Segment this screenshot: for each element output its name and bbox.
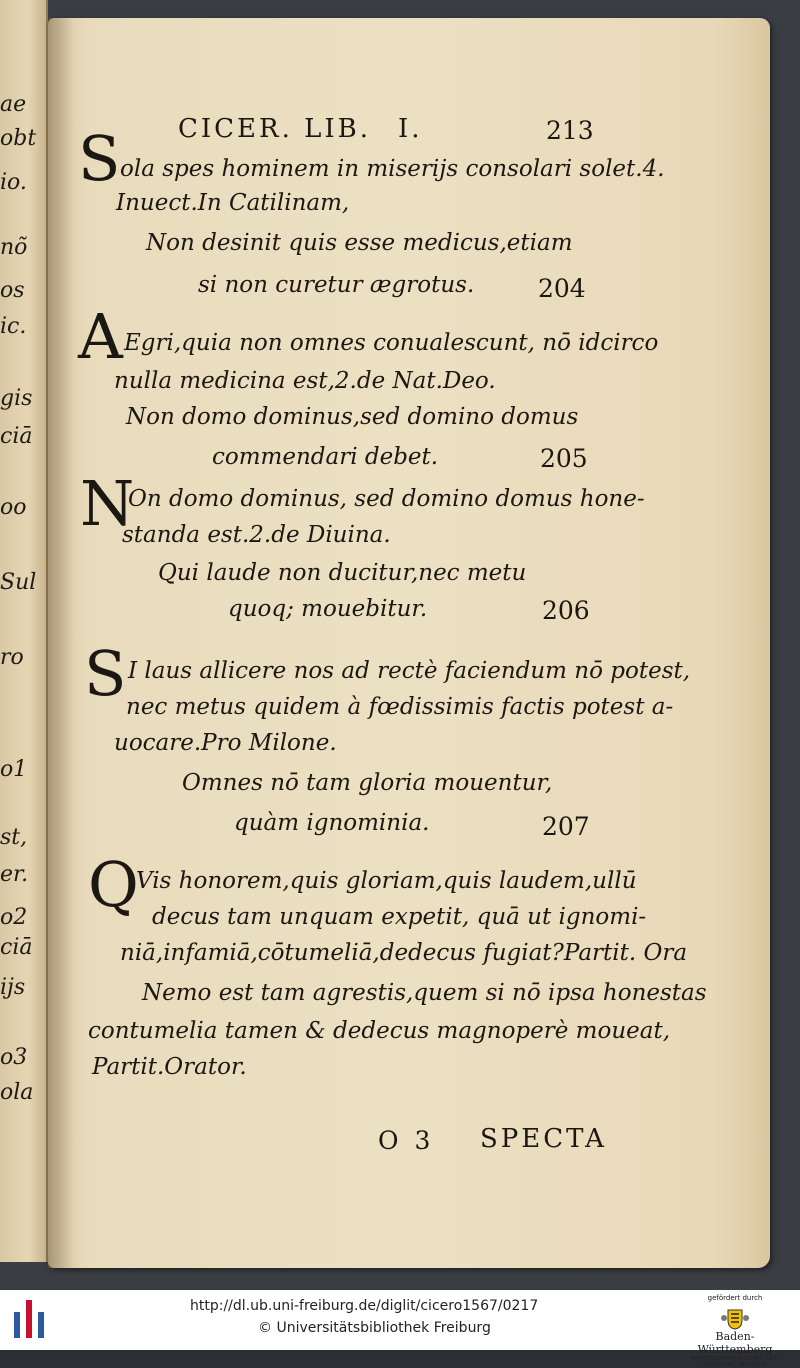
- sponsor-name: Baden-Württemberg: [697, 1330, 773, 1356]
- left-fragment: Sul: [0, 570, 37, 595]
- entry-line: On domo dominus, sed domino domus hone-: [128, 486, 645, 512]
- sponsor-ministry: MINISTERIUM FÜR WISSENSCHAFT, FORSCHUNG UND KUNST: [691, 1356, 779, 1368]
- entry-line: Egri,quia non omnes conualescunt, nō idcirco: [124, 330, 659, 356]
- left-fragment: gis: [0, 386, 33, 411]
- left-fragment: ciā: [0, 424, 33, 449]
- page-gutter-shadow: [48, 18, 74, 1268]
- entry-line: Nemo est tam agrestis,quem si nō ipsa honestas: [142, 980, 707, 1006]
- maxim-line: Qui laude non ducitur,nec metu: [158, 560, 527, 586]
- drop-capital: S: [78, 122, 121, 195]
- left-fragment: io.: [0, 170, 27, 195]
- drop-capital: N: [80, 467, 135, 540]
- drop-capital: S: [84, 637, 127, 710]
- book-page: [48, 18, 770, 1268]
- maxim-line: Omnes nō tam gloria mouentur,: [182, 770, 553, 796]
- sponsor-label: gefördert durch: [707, 1294, 763, 1302]
- viewer-footer: [0, 1290, 800, 1368]
- left-fragment: oo: [0, 495, 27, 520]
- maxim-line: commendari debet.: [212, 444, 439, 470]
- maxim-line: quàm ignominia.: [234, 810, 430, 836]
- left-fragment: ijs: [0, 975, 26, 1000]
- maxim-line: si non curetur ægrotus.: [198, 272, 475, 298]
- entry-line: nec metus quidem à fœdissimis factis potest a-: [126, 694, 674, 720]
- entry-line: niā,infamiā,cōtumeliā,dedecus fugiat?Partit. Ora: [120, 940, 688, 966]
- entry-line: nulla medicina est,2.de Nat.Deo.: [114, 368, 496, 394]
- catchword: SPECTA: [480, 1124, 607, 1154]
- copyright-notice: © Universitätsbibliothek Freiburg: [258, 1320, 491, 1336]
- page-number: 213: [546, 116, 594, 145]
- running-title: CICER. LIB.: [178, 114, 372, 144]
- entry-line: I laus allicere nos ad rectè faciendum nō potest,: [128, 658, 691, 684]
- left-fragment: ic.: [0, 314, 27, 339]
- left-fragment: nõ: [0, 235, 28, 260]
- entry-line: decus tam unquam expetit, quā ut ignomi-: [152, 904, 647, 930]
- left-page-edge: [0, 0, 48, 1262]
- left-fragment: ro: [0, 645, 24, 670]
- left-fragment: o3: [0, 1045, 28, 1070]
- entry-line: ola spes hominem in miserijs consolari solet.4.: [120, 156, 665, 182]
- entry-line: Partit.Orator.: [92, 1054, 247, 1080]
- maxim-line: Non domo dominus,sed domino domus: [126, 404, 579, 430]
- left-fragment: os: [0, 278, 25, 303]
- maxim-line: Non desinit quis esse medicus,etiam: [146, 230, 573, 256]
- left-fragment: st,: [0, 825, 28, 850]
- left-fragment: ola: [0, 1080, 34, 1105]
- drop-capital: A: [78, 300, 123, 373]
- permalink-url[interactable]: http://dl.ub.uni-freiburg.de/diglit/cicero1567/0217: [190, 1298, 539, 1314]
- entry-line: Vis honorem,quis gloriam,quis laudem,ullū: [136, 868, 637, 894]
- running-title-numeral: I.: [398, 114, 423, 144]
- entry-line: Inuect.In Catilinam,: [116, 190, 350, 216]
- signature-mark: O 3: [378, 1126, 435, 1155]
- left-fragment: ciā: [0, 935, 33, 960]
- left-fragment: o2: [0, 905, 28, 930]
- entry-line: contumelia tamen & dedecus magnoperè moueat,: [88, 1018, 671, 1044]
- left-fragment: o1: [0, 757, 28, 782]
- left-fragment: er.: [0, 862, 29, 887]
- drop-capital: Q: [88, 848, 139, 921]
- state-coat-of-arms-icon: [720, 1308, 750, 1330]
- left-fragment: obt: [0, 126, 37, 151]
- entry-line: standa est.2.de Diuina.: [122, 522, 391, 548]
- maxim-number: 205: [540, 444, 588, 473]
- left-fragment: ae: [0, 92, 27, 117]
- maxim-number: 204: [538, 274, 586, 303]
- maxim-line: quoq; mouebitur.: [228, 596, 428, 622]
- maxim-number: 207: [542, 812, 590, 841]
- maxim-number: 206: [542, 596, 590, 625]
- university-library-logo-icon: [12, 1298, 46, 1342]
- sponsor-block: [680, 1294, 790, 1368]
- entry-line: uocare.Pro Milone.: [114, 730, 337, 756]
